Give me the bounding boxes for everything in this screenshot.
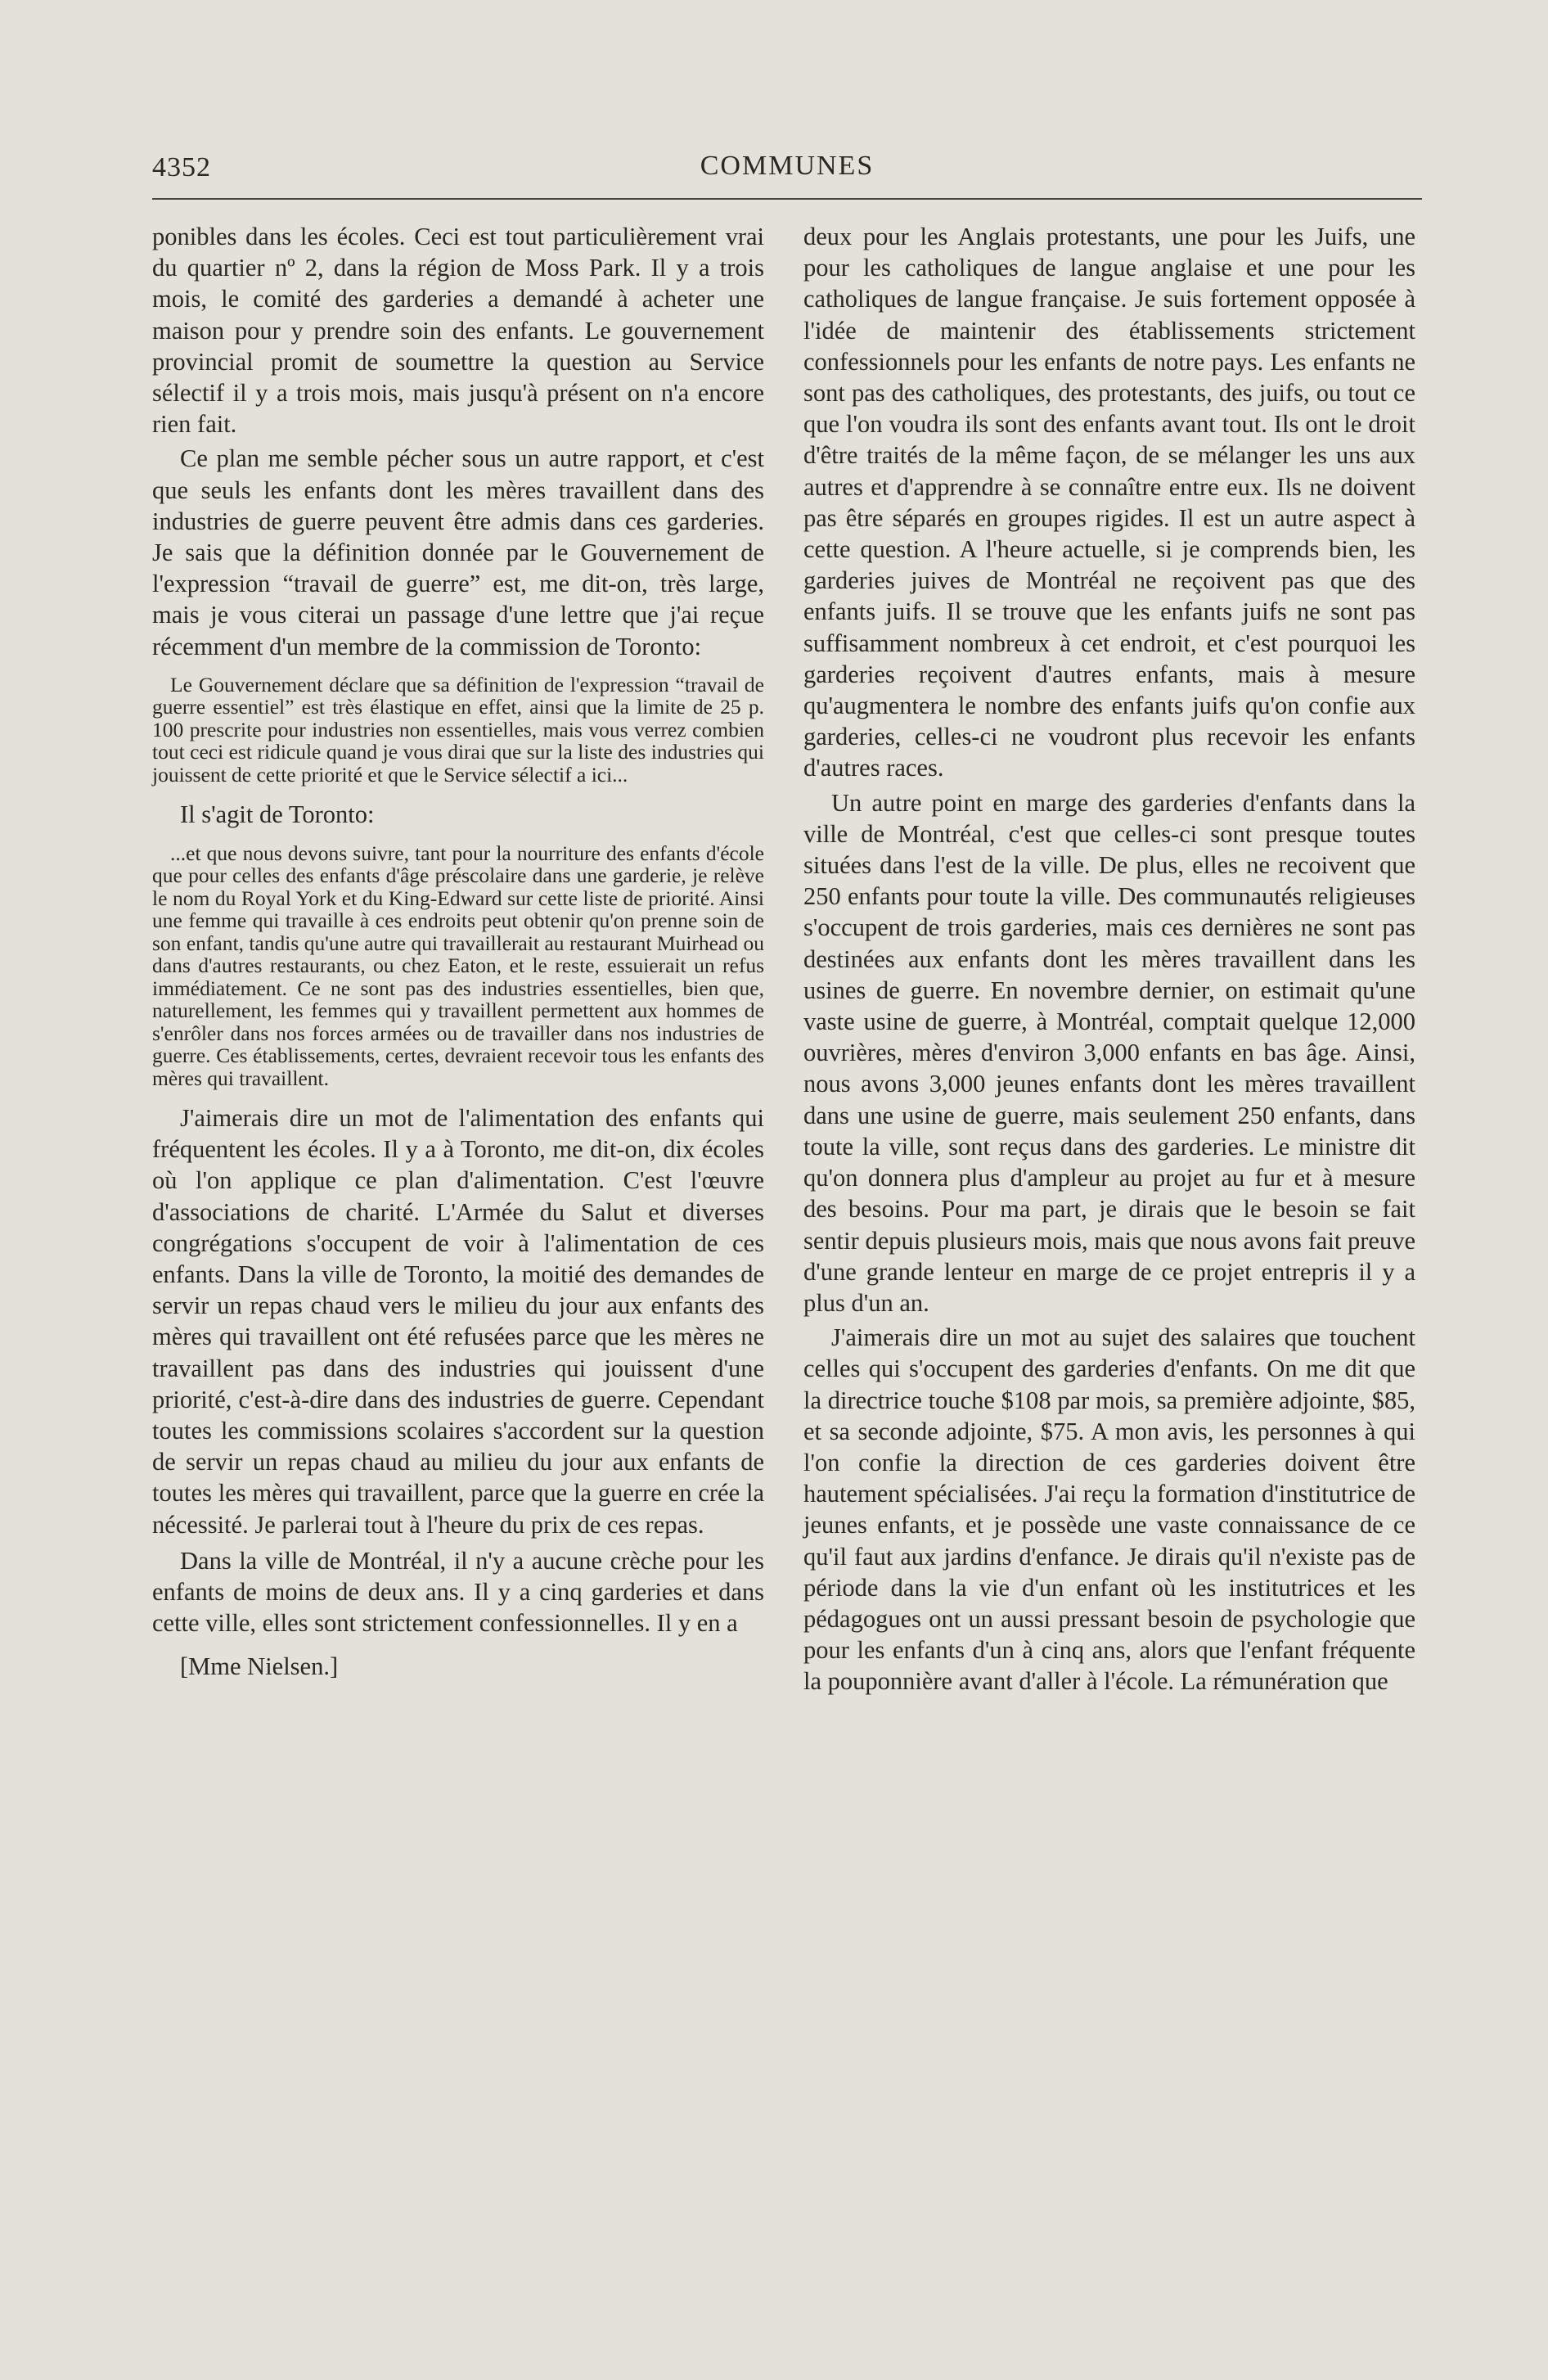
header-rule (152, 198, 1422, 200)
paragraph: Dans la ville de Montréal, il n'y a aucune crèche pour les enfants de moins de deux ans. Il y a cinq garderies et dans cette ville, elles sont strictement confessionnelles. Il y en a (152, 1546, 764, 1638)
paragraph: J'aimerais dire un mot de l'alimentation des enfants qui fréquentent les écoles. Il y a à Toronto, me dit-on, dix écoles où l'on applique ce plan d'alimentation. C'est l'œuvre d'associations de charité. L'Armée du Salut et diverses congrégations s'occupent de voir à l'alimentation de ces enfants. Dans la ville de Toronto, la moitié des demandes de servir un repas chaud vers le milieu du jour aux enfants des mères qui travaillent ont été refusées parce que les mères ne travaillent pas dans des industries qui jouissent d'une priorité, c'est-à-dire dans des industries de guerre. Cependant toutes les commissions scolaires s'accordent sur la question de servir un repas chaud au milieu du jour aux enfants de toutes les mères qui travaillent, parce que la guerre en crée la nécessité. Je parlerai tout à l'heure du prix de ces repas. (152, 1104, 764, 1539)
block-quote: Le Gouvernement déclare que sa définition de l'expression “travail de guerre essentiel” est très élastique en effet, ainsi que la limite de 25 p. 100 prescrite pour industries non essentielles, mais vous verrez combien tout ceci est ridicule quand je vous dirai que sur la liste des industries qui jouissent de cette priorité et que le Service sélectif a ici... (152, 672, 764, 787)
paragraph: deux pour les Anglais protestants, une pour les Juifs, une pour les catholiques de langue anglaise et une pour les catholiques de langue française. Je suis fortement opposée à l'idée de maintenir des établissements strictement confessionnels pour les enfants de notre pays. Les enfants ne sont pas des catholiques, des protestants, des juifs, ou tout ce que l'on voudra ils sont des enfants avant tout. Ils ont le droit d'être traités de la même façon, de se mélanger les uns aux autres et d'apprendre à se connaître entre eux. Ils ne doivent pas être séparés en groupes rigides. Il est un autre aspect à cette question. A l'heure actuelle, si je comprends bien, les garderies juives de Montréal ne reçoivent pas que des enfants juifs. Il se trouve que les enfants juifs ne sont pas suffisamment nombreux à cet endroit, et c'est pourquoi les garderies reçoivent d'autres enfants, mais à mesure qu'augmentera le nombre des enfants juifs qu'on confie aux garderies, celles-ci ne voudront plus recevoir les enfants d'autres races. (803, 223, 1415, 782)
page-header (152, 146, 1422, 195)
running-title: COMMUNES (700, 151, 875, 181)
block-quote: ...et que nous devons suivre, tant pour la nourriture des enfants d'école que pour celles des enfants d'âge préscolaire dans une garderie, je relève le nom du Royal York et du King-Edward sur cette liste de priorité. Ainsi une femme qui travaille à ces endroits peut obtenir qu'on prenne soin de son enfant, tandis qu'une autre qui travaillerait au restaurant Muirhead ou dans d'autres restaurants, ou chez Eaton, et le reste, essuierait un refus immédiatement. Ce ne sont pas des industries essentielles, bien que, naturellement, les femmes qui y travaillent permettent aux hommes de s'enrôler dans nos forces armées ou de travailler dans nos industries de guerre. Ces établissements, certes, devraient recevoir tous les enfants des mères qui travaillent. (152, 841, 764, 1090)
paragraph: ponibles dans les écoles. Ceci est tout particulièrement vrai du quartier nº 2, dans la région de Moss Park. Il y a trois mois, le comité des garderies a demandé à acheter une maison pour y prendre soin des enfants. Le gouvernement provincial promit de soumettre la question au Service sélectif il y a trois mois, mais jusqu'à présent on n'a encore rien fait. (152, 223, 764, 439)
speaker-signature: [Mme Nielsen.] (180, 1652, 339, 1680)
left-column (152, 221, 764, 1682)
paragraph: J'aimerais dire un mot au sujet des salaires que touchent celles qui s'occupent des garderies d'enfants. On me dit que la directrice touche $108 par mois, sa première adjointe, $85, et sa seconde adjointe, $75. A mon avis, les personnes à qui l'on confie la direction de ces garderies doivent être hautement spécialisées. J'ai reçu la formation d'institutrice de jeunes enfants, et je possède une vaste connaissance de ce qu'il faut aux jardins d'enfance. Je dirais qu'il n'existe pas de période dans la vie d'un enfant où les institutrices et les pédagogues ont un aussi pressant besoin de psychologie que pour les enfants d'un à cinq ans, alors que l'enfant fréquente la pouponnière avant d'aller à l'école. La rémunération que (803, 1323, 1415, 1696)
page-number: 4352 (152, 152, 211, 183)
paragraph: Il s'agit de Toronto: (180, 800, 375, 829)
right-column (803, 221, 1415, 1697)
paragraph: Ce plan me semble pécher sous un autre rapport, et c'est que seuls les enfants dont les mères travaillent dans des industries de guerre peuvent être admis dans ces garderies. Je sais que la définition donnée par le Gouvernement de l'expression “travail de guerre” est, me dit-on, très large, mais je vous citerai un passage d'une lettre que j'ai reçue récemment d'un membre de la commission de Toronto: (152, 444, 764, 660)
paragraph: Un autre point en marge des garderies d'enfants dans la ville de Montréal, c'est que celles-ci sont presque toutes situées dans l'est de la ville. De plus, elles ne recoivent que 250 enfants pour toute la ville. Des communautés religieuses s'occupent de trois garderies, mais ces dernières ne sont pas destinées aux enfants dont les mères travaillent dans les usines de guerre. En novembre dernier, on estimait qu'une vaste usine de guerre, à Montréal, comptait quelque 12,000 ouvrières, mères d'environ 3,000 enfants en bas âge. Ainsi, nous avons 3,000 jeunes enfants dont les mères travaillent dans une usine de guerre, mais seulement 250 enfants, dans toute la ville, sont reçus dans des garderies. Le ministre dit qu'on donnera plus d'ampleur au projet au fur et à mesure des besoins. Pour ma part, je dirais que le besoin se fait sentir depuis plusieurs mois, mais que nous avons fait preuve d'une grande lenteur en marge de ce projet entrepris il y a plus d'un an. (803, 788, 1415, 1317)
